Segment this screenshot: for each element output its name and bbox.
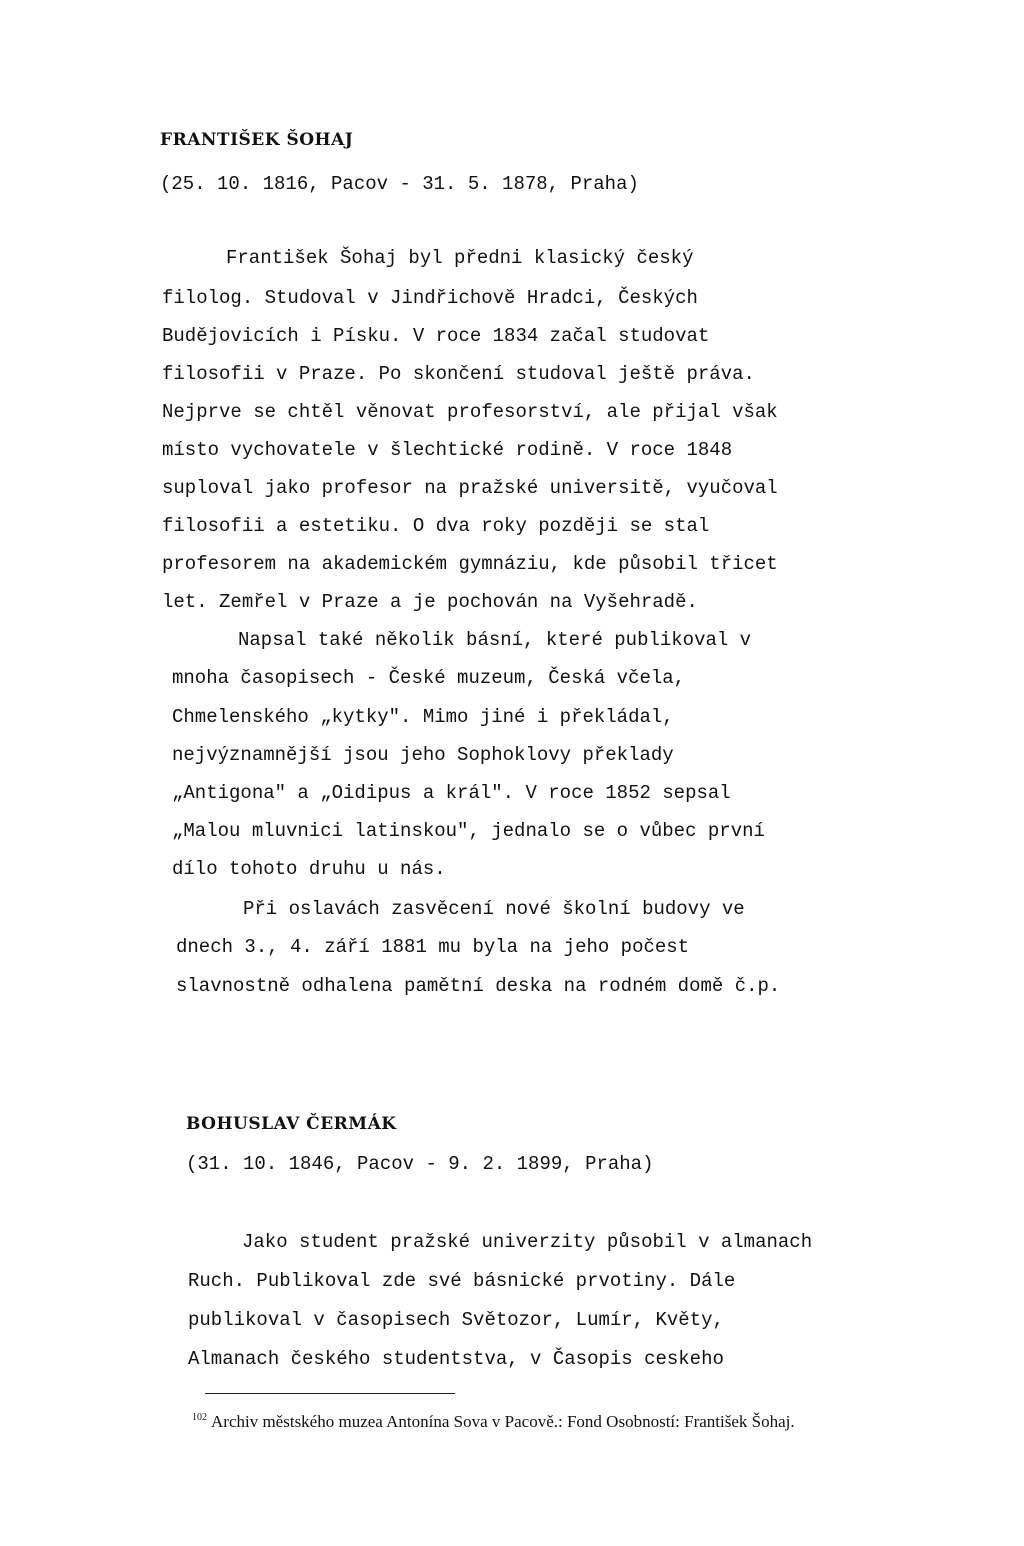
text-line: Chmelenského „kytky". Mimo jiné i překládal, — [172, 706, 674, 728]
text-line: Budějovicích i Písku. V roce 1834 začal studovat — [162, 325, 710, 347]
footnote-number: 102 — [192, 1412, 207, 1424]
text-line: profesorem na akademickém gymnáziu, kde působil třicet — [162, 553, 778, 575]
text-line: suploval jako profesor na pražské universitě, vyučoval — [162, 477, 778, 499]
text-line: dílo tohoto druhu u nás. — [172, 858, 446, 880]
text-line: filosofii v Praze. Po skončení studoval ještě práva. — [162, 363, 755, 385]
text-line: Ruch. Publikoval zde své básnické prvotiny. Dále — [188, 1270, 736, 1292]
text-line: Almanach českého studentstva, v Časopis ceskeho — [188, 1348, 724, 1370]
section2-dates: (31. 10. 1846, Pacov - 9. 2. 1899, Praha) — [186, 1153, 654, 1175]
text-line: filolog. Studoval v Jindřichově Hradci, Českých — [162, 287, 698, 309]
text-line: nejvýznamnější jsou jeho Sophoklovy překlady — [172, 744, 674, 766]
text-line: „Malou mluvnici latinskou", jednalo se o vůbec první — [172, 820, 765, 842]
text-line: publikoval v časopisech Světozor, Lumír, Květy, — [188, 1309, 724, 1331]
text-line: Při oslavách zasvěcení nové školní budovy ve — [243, 898, 745, 920]
section2-title: BOHUSLAV ČERMÁK — [186, 1114, 397, 1134]
text-line: místo vychovatele v šlechtické rodině. V roce 1848 — [162, 439, 733, 461]
footnote — [192, 1412, 795, 1432]
text-line: Jako student pražské univerzity působil v almanach — [242, 1231, 813, 1253]
section1-dates: (25. 10. 1816, Pacov - 31. 5. 1878, Praha) — [160, 173, 639, 195]
text-line: Nejprve se chtěl věnovat profesorství, ale přijal však — [162, 401, 778, 423]
text-line: filosofii a estetiku. O dva roky později se stal — [162, 515, 710, 537]
text-line: let. Zemřel v Praze a je pochován na Vyšehradě. — [162, 591, 698, 613]
text-line: slavnostně odhalena pamětní deska na rodném domě č.p. — [176, 975, 781, 997]
text-line: Napsal také několik básní, které publikoval v — [238, 629, 752, 651]
text-line: František Šohaj byl předni klasický český — [226, 247, 694, 269]
text-line: „Antigona" a „Oidipus a král". V roce 1852 sepsal — [172, 782, 731, 804]
section1-title: FRANTIŠEK ŠOHAJ — [160, 130, 354, 150]
footnote-divider — [205, 1393, 455, 1394]
text-line: dnech 3., 4. září 1881 mu byla na jeho počest — [176, 936, 690, 958]
text-line: mnoha časopisech - České muzeum, Česká včela, — [172, 667, 686, 689]
footnote-text: Archiv městského muzea Antonína Sova v Pacově.: Fond Osobností: František Šohaj. — [211, 1412, 795, 1431]
